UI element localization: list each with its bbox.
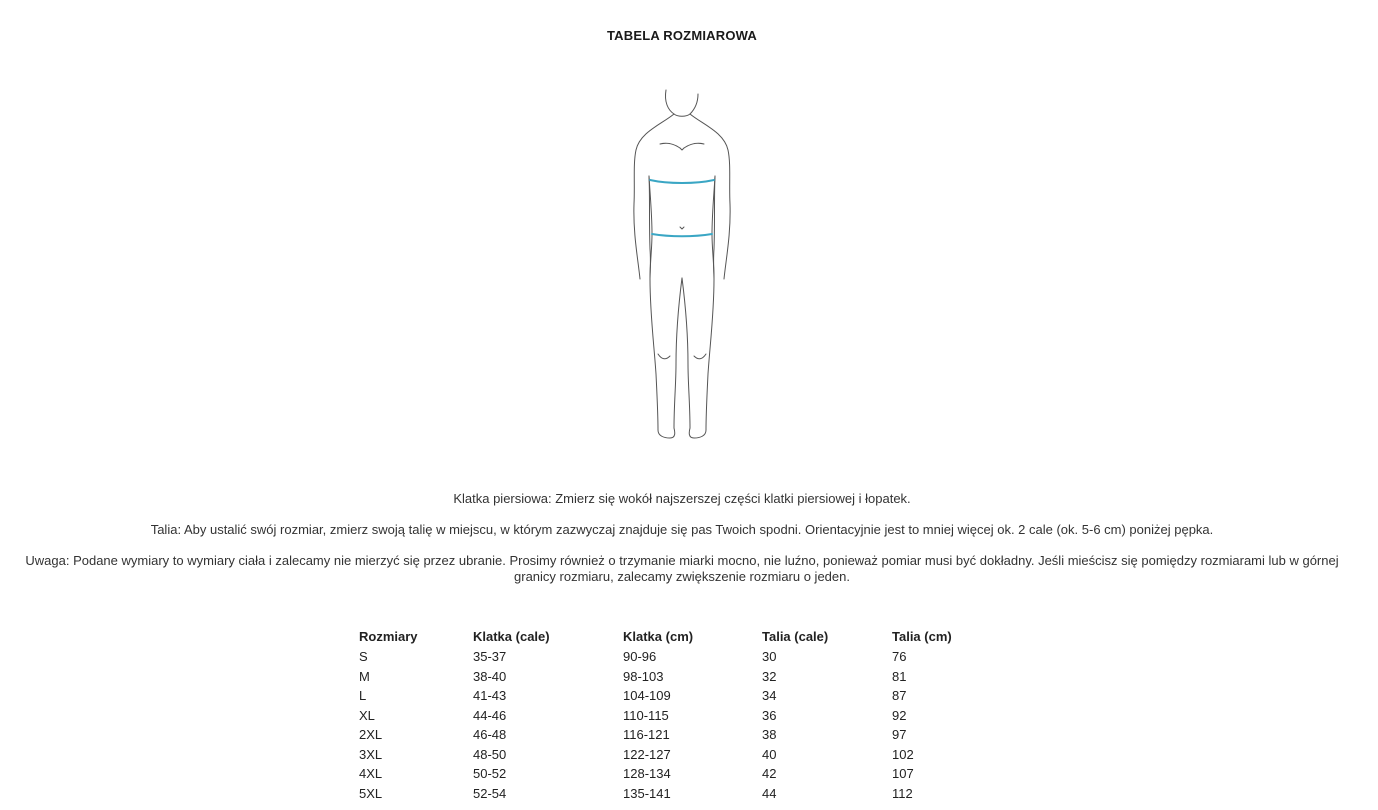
cell-waist-cm: 107 [892,766,914,782]
cell-waist-cm: 102 [892,746,914,762]
table-header-row [357,628,972,647]
size-table [357,628,972,803]
cell-chest-cm: 104-109 [623,688,671,704]
cell-size: M [359,668,370,684]
cell-size: L [359,688,367,704]
table-row [357,686,972,706]
cell-chest-inches: 41-43 [473,688,507,704]
body-outline [634,90,730,438]
header-waist-inches: Talia (cale) [762,628,829,644]
waist-measure-line [652,234,712,236]
warning-note: Uwaga: Podane wymiary to wymiary ciała i zalecamy nie mierzyć się przez ubranie. Prosimy również o trzymanie miarki mocno, nie luźno, ponieważ pomiar musi być dokładny. Jeśli mieścisz się pomiędzy rozmiarami lub w górnej granicy rozmiaru, zalecamy zwiększenie rozmiaru o jeden. [25,553,1339,584]
cell-chest-inches: 38-40 [473,668,507,684]
cell-waist-cm: 87 [892,688,907,704]
cell-waist-inches: 44 [762,785,777,801]
cell-waist-inches: 34 [762,688,777,704]
cell-waist-inches: 30 [762,649,777,665]
header-waist-cm: Talia (cm) [892,628,952,644]
cell-waist-inches: 36 [762,707,777,723]
cell-chest-cm: 90-96 [623,649,657,665]
cell-size: XL [359,707,375,723]
waist-measure-note: Talia: Aby ustalić swój rozmiar, zmierz swoją talię w miejscu, w którym zazwyczaj znajduje się pas Twoich spodni. Orientacyjnie jest to mniej więcej ok. 2 cale (ok. 5-6 cm) poniżej pępka. [150,522,1214,537]
cell-waist-cm: 97 [892,727,907,743]
cell-size: 2XL [359,727,383,743]
cell-chest-cm: 110-115 [623,707,669,723]
header-sizes: Rozmiary [359,628,418,644]
table-row [357,725,972,745]
cell-waist-inches: 40 [762,746,777,762]
cell-waist-cm: 112 [892,785,913,801]
chest-measure-note: Klatka piersiowa: Zmierz się wokół najszerszej części klatki piersiowej i łopatek. [453,491,911,506]
cell-waist-inches: 42 [762,766,777,782]
measurement-lines [650,180,714,236]
table-row [357,745,972,765]
table-row [357,647,972,667]
cell-chest-cm: 128-134 [623,766,671,782]
cell-size: S [359,649,368,665]
table-row [357,706,972,726]
cell-chest-cm: 98-103 [623,668,664,684]
table-row [357,667,972,687]
table-row [357,784,972,804]
cell-waist-cm: 92 [892,707,907,723]
cell-waist-inches: 32 [762,668,777,684]
cell-chest-inches: 52-54 [473,785,507,801]
cell-waist-cm: 81 [892,668,907,684]
cell-chest-inches: 48-50 [473,746,507,762]
chest-measure-line [650,180,714,183]
cell-chest-inches: 50-52 [473,766,507,782]
body-measurement-figure-icon [612,84,752,446]
table-row [357,764,972,784]
cell-chest-cm: 116-121 [623,727,670,743]
cell-waist-cm: 76 [892,649,907,665]
cell-chest-inches: 46-48 [473,727,507,743]
cell-chest-inches: 44-46 [473,707,507,723]
cell-size: 4XL [359,766,383,782]
cell-chest-inches: 35-37 [473,649,507,665]
header-chest-inches: Klatka (cale) [473,628,550,644]
cell-chest-cm: 122-127 [623,746,671,762]
cell-size: 5XL [359,785,383,801]
cell-waist-inches: 38 [762,727,777,743]
page-title: TABELA ROZMIAROWA [607,28,757,43]
cell-chest-cm: 135-141 [623,785,671,801]
cell-size: 3XL [359,746,383,762]
header-chest-cm: Klatka (cm) [623,628,694,644]
